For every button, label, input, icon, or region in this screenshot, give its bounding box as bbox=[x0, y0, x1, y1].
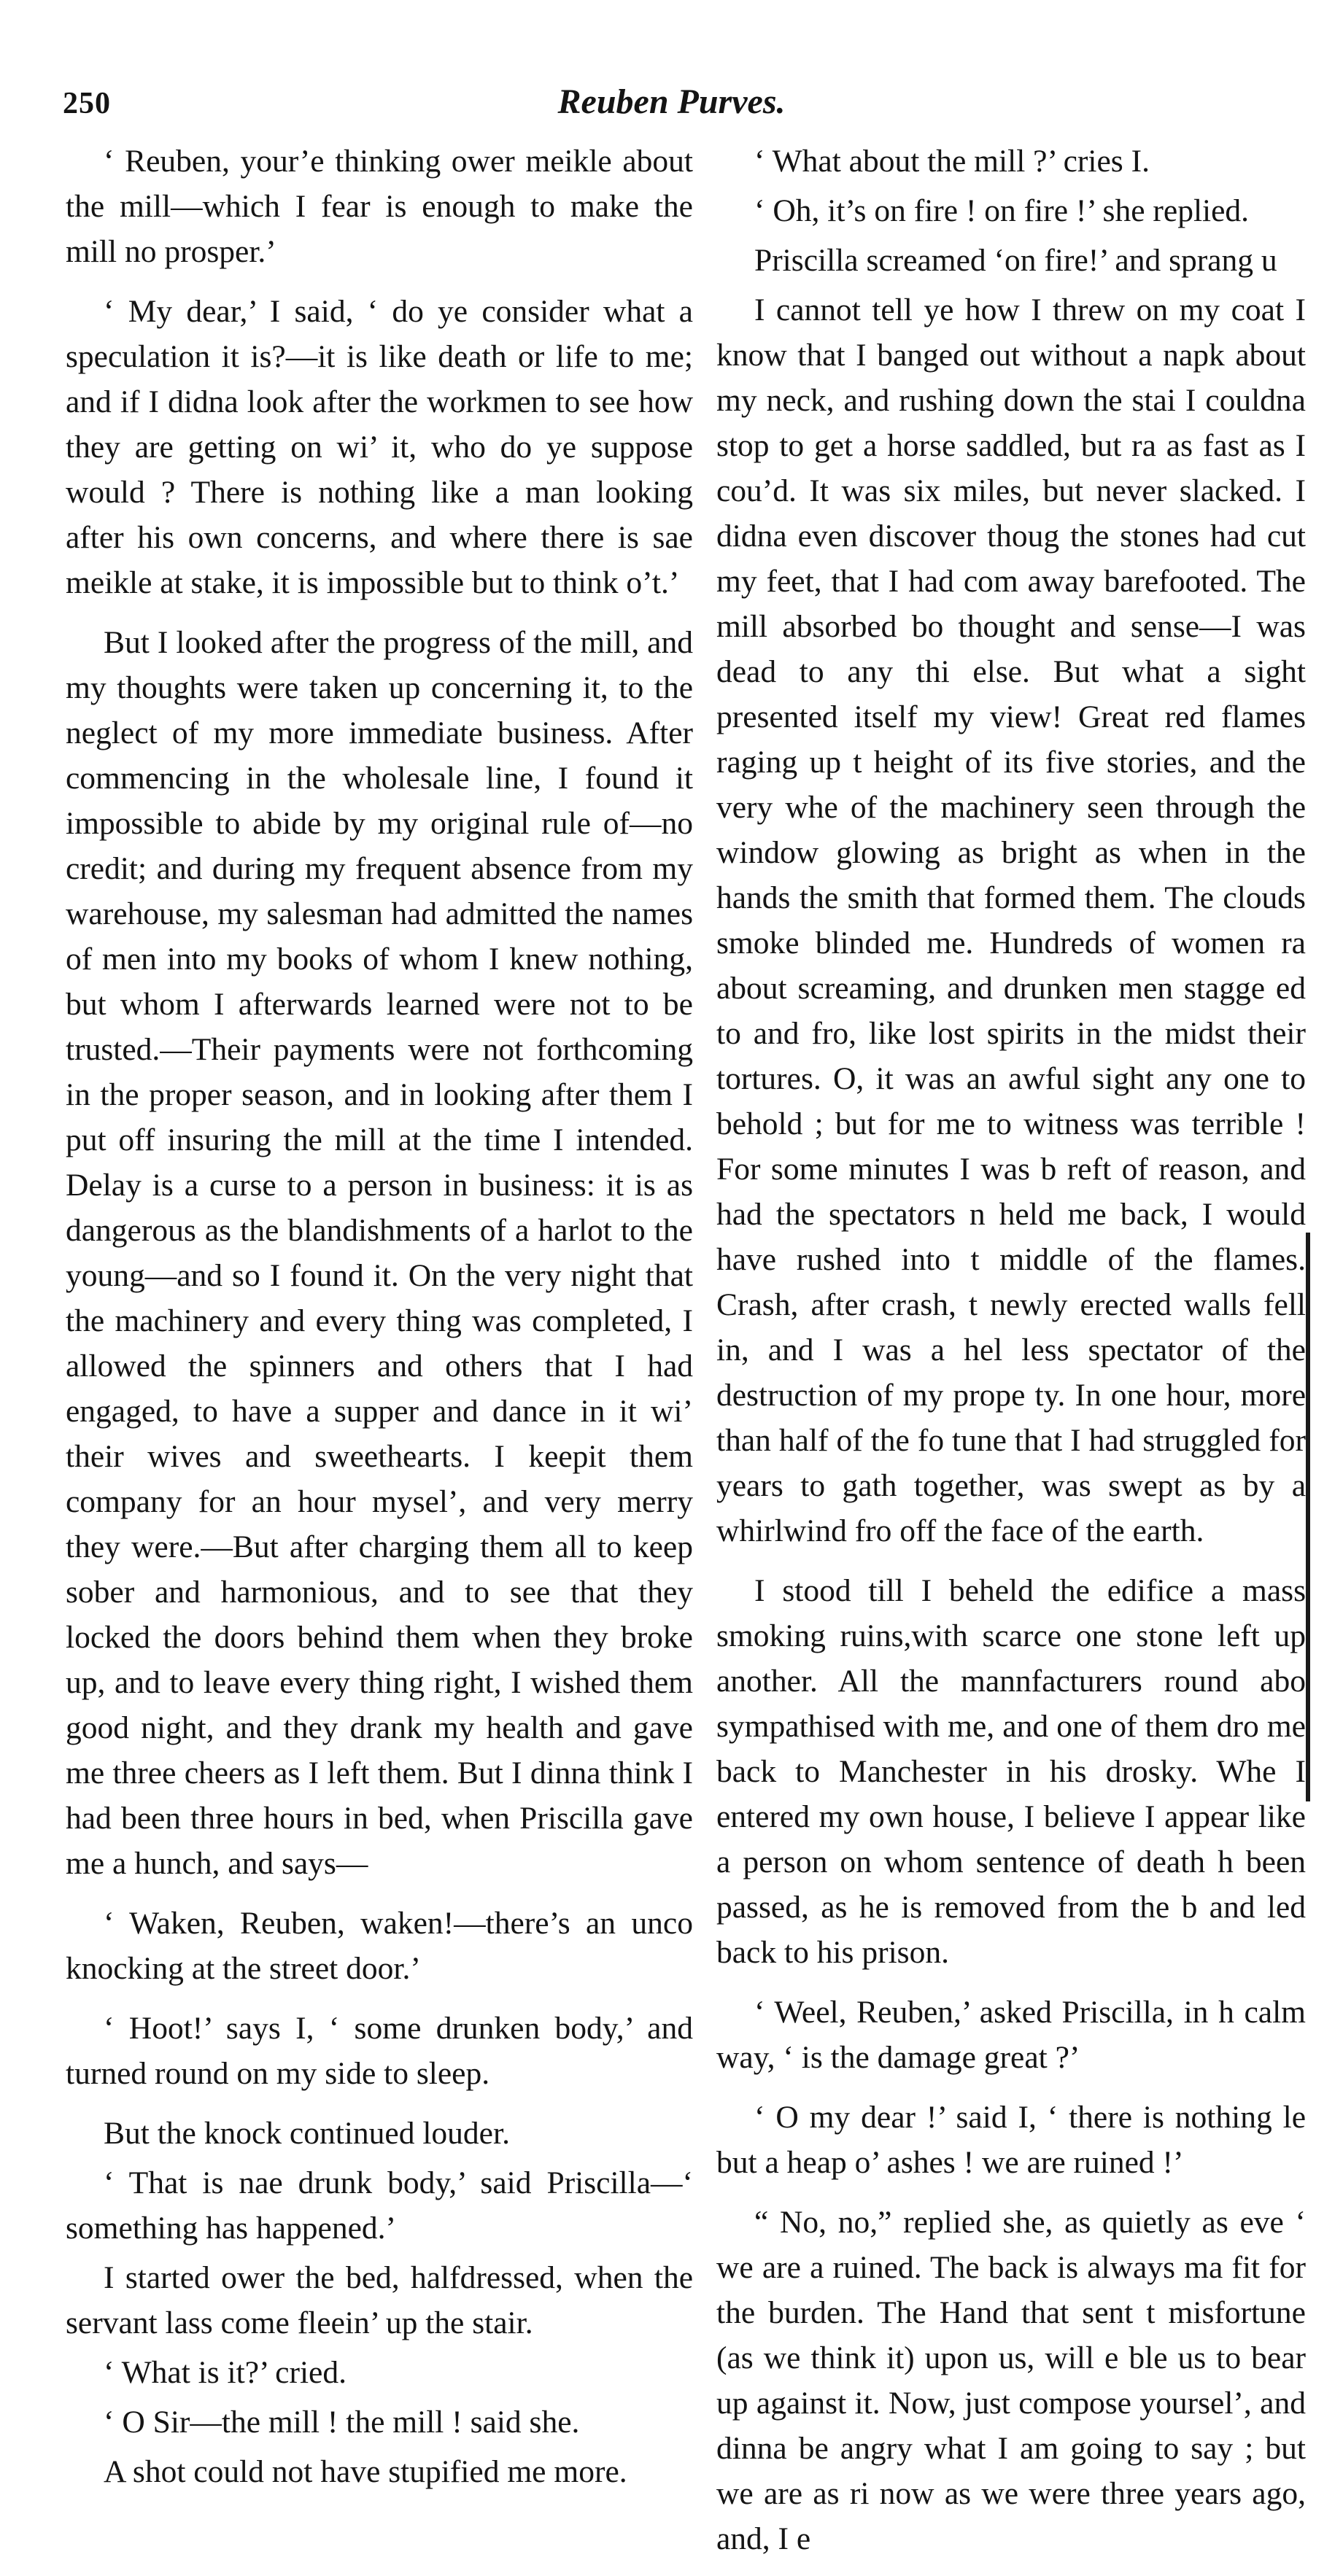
paragraph: ‘ Waken, Reuben, waken!—there’s an unco knocking at the street door.’ bbox=[66, 1906, 693, 1986]
paragraph: “ No, no,” replied she, as quietly as eve ‘ we are a ruined. The back is always ma fit for the burden. The Hand that sent t misfortune (as we think it) upon us, will e ble us to bear up against it. Now, just compose yoursel’, and dinna be angry what I am going to say ; but we are as ri now as we were three years ago, and, I e bbox=[716, 2205, 1306, 2556]
page-number: 250 bbox=[63, 87, 111, 120]
paragraph: ‘ Hoot!’ says I, ‘ some drunken body,’ and turned round on my side to sleep. bbox=[66, 2011, 693, 2091]
paragraph: I cannot tell ye how I threw on my coat I know that I banged out without a napk about my neck, and rushing down the stai I couldna stop to get a horse saddled, but ra as fast as I cou’d. It was six miles, but never slacked. I didna even discover thoug the stones had cut my feet, that I had com away barefooted. The mill absorbed bo thought and sense—I was dead to any thi else. But what a sight presented itself my view! Great red flames raging up t height of its five stories, and the very whe of the machinery seen through the window glowing as bright as when in the hands the smith that formed them. The clouds smoke blinded me. Hundreds of women ra about screaming, and drunken men stagge ed to and fro, like lost spirits in the midst their tortures. O, it was an awful sight any one to behold ; but for me to witness was terrible ! For some minutes I was b reft of reason, and had the spectators n held me back, I would have rushed into t middle of the flames. Crash, after crash, t newly erected walls fell in, and I was a hel less spectator of the destruction of my prope ty. In one hour, more than half of the fo tune that I had struggled for years to gath together, was swept as by a whirlwind fro off the face of the earth. bbox=[716, 292, 1306, 1548]
paragraph: Priscilla screamed ‘on fire!’ and sprang u bbox=[754, 243, 1277, 278]
paragraph: ‘ Reuben, your’e thinking ower meikle about the mill—which I fear is enough to make the mill no prosper.’ bbox=[66, 144, 693, 269]
paragraph: ‘ Oh, it’s on fire ! on fire !’ she replied. bbox=[754, 193, 1250, 228]
right-column bbox=[716, 139, 1306, 2576]
paragraph: I started ower the bed, halfdressed, when the servant lass come fleein’ up the stair. bbox=[66, 2260, 693, 2340]
paragraph: ‘ Weel, Reuben,’ asked Priscilla, in h calm way, ‘ is the damage great ?’ bbox=[716, 1995, 1306, 2075]
running-title: Reuben Purves. bbox=[557, 82, 786, 121]
paragraph: ‘ That is nae drunk body,’ said Priscilla—‘ something has happened.’ bbox=[66, 2165, 693, 2246]
paragraph: But I looked after the progress of the mill, and my thoughts were taken up concerning it, to the neglect of my more immediate business. After commencing in the wholesale line, I found it impossible to abide by my original rule of—no credit; and during my frequent absence from my warehouse, my salesman had admitted the names of men into my books of whom I knew nothing, but whom I afterwards learned were not to be trusted.—Their payments were not forthcoming in the proper season, and in looking after them I put off insuring the mill at the time I intended. Delay is a curse to a person in business: it is as dangerous as the blandishments of a harlot to the young—and so I found it. On the very night that the machinery and every thing was completed, I allowed the spinners and others that I had engaged, to have a supper and dance in it wi’ their wives and sweethearts. I keepit them company for an hour mysel’, and very merry they were.—But after charging them all to keep sober and harmonious, and to see that they locked the doors behind them when they broke up, and to leave every thing right, I wished them good night, and they drank my health and gave me three cheers as I left them. But I dinna think I had been three hours in bed, when Priscilla gave me a hunch, and says— bbox=[66, 625, 693, 1881]
paragraph: ‘ What is it?’ cried. bbox=[104, 2355, 347, 2390]
paragraph: ‘ O my dear !’ said I, ‘ there is nothing le but a heap o’ ashes ! we are ruined !’ bbox=[716, 2100, 1306, 2180]
paragraph: ‘ What about the mill ?’ cries I. bbox=[754, 144, 1150, 179]
paragraph: ‘ O Sir—the mill ! the mill ! said she. bbox=[104, 2405, 580, 2440]
paragraph: A shot could not have stupified me more. bbox=[104, 2454, 627, 2489]
left-column bbox=[66, 139, 693, 2499]
paragraph: ‘ My dear,’ I said, ‘ do ye consider what a speculation it is?—it is like death or life to me; and if I didna look after the workmen to see how they are getting on wi’ it, who do ye suppose would ? There is nothing like a man looking after his own concerns, and where there is sae meikle at stake, it is impossible but to think o’t.’ bbox=[66, 294, 693, 600]
binding-edge-rule bbox=[1306, 1233, 1310, 1801]
paragraph: I stood till I beheld the edifice a mass smoking ruins,with scarce one stone left up another. All the mannfacturers round abo sympathised with me, and one of them dro me back to Manchester in his drosky. Whe I entered my own house, I believe I appear like a person on whom sentence of death h been passed, as he is removed from the b and led back to his prison. bbox=[716, 1573, 1306, 1970]
paragraph: But the knock continued louder. bbox=[104, 2116, 510, 2151]
